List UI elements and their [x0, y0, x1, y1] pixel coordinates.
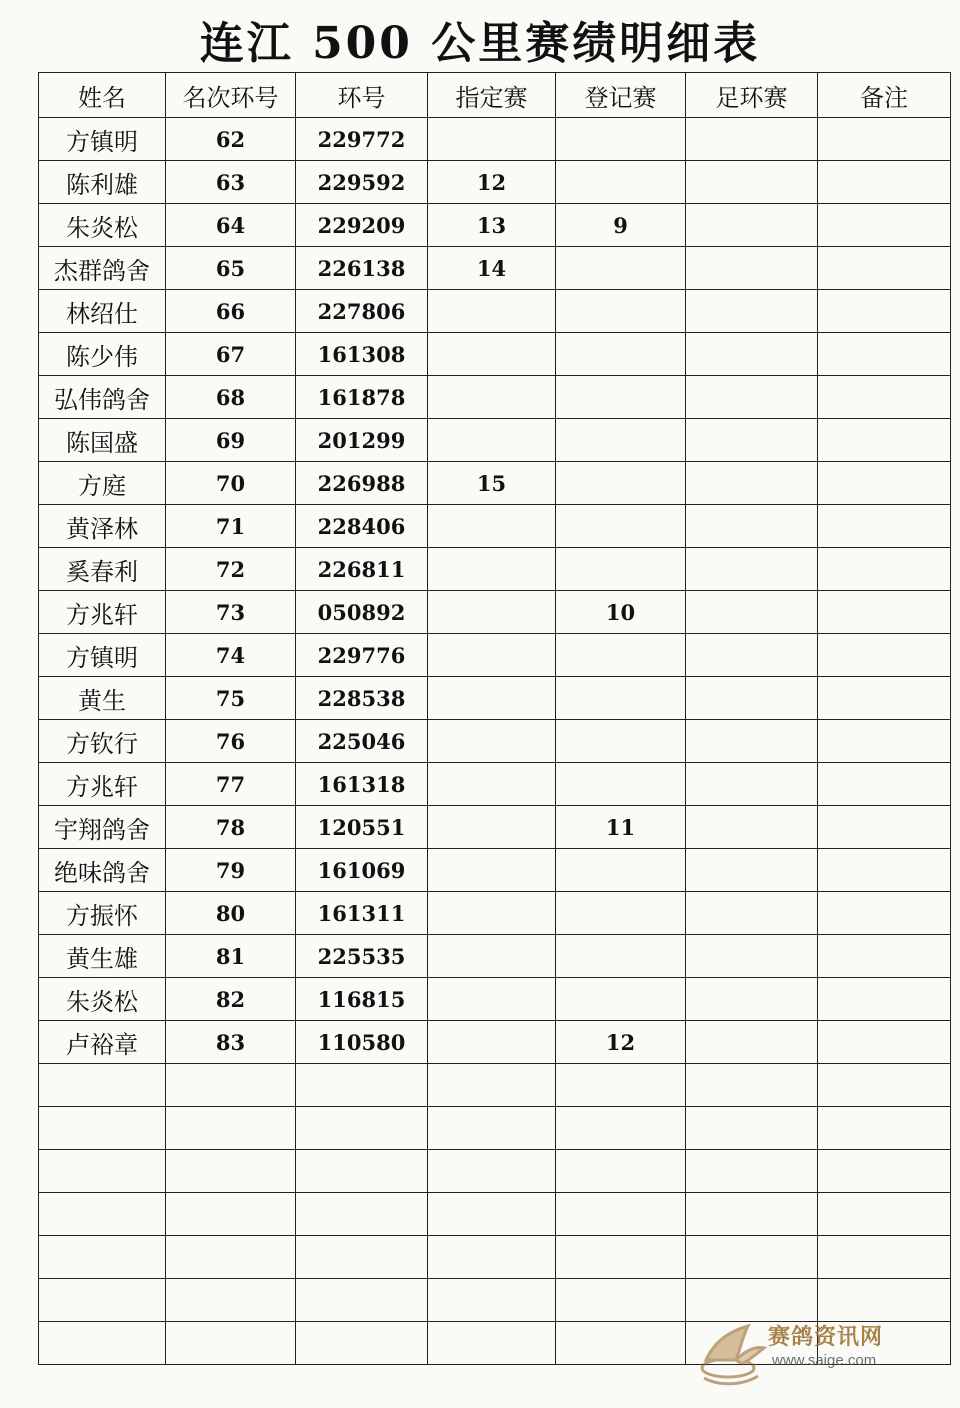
cell-rank: 82	[166, 978, 296, 1021]
cell-ring: 161311	[296, 892, 428, 935]
cell-name: 陈国盛	[39, 419, 166, 462]
cell-ring	[296, 1322, 428, 1365]
cell-foot-ring	[686, 935, 818, 978]
header-remark: 备注	[818, 73, 951, 118]
cell-rank: 79	[166, 849, 296, 892]
cell-name: 宇翔鸽舍	[39, 806, 166, 849]
cell-remark	[818, 720, 951, 763]
cell-remark	[818, 548, 951, 591]
cell-foot-ring	[686, 333, 818, 376]
cell-remark	[818, 1021, 951, 1064]
header-ring: 环号	[296, 73, 428, 118]
watermark-name: 赛鸽资讯网	[768, 1325, 884, 1350]
cell-ring: 228406	[296, 505, 428, 548]
cell-foot-ring	[686, 634, 818, 677]
table-row	[39, 1021, 951, 1064]
cell-remark	[818, 849, 951, 892]
pigeon-logo-icon	[696, 1320, 768, 1390]
cell-registered	[556, 892, 686, 935]
table-row	[39, 204, 951, 247]
cell-registered	[556, 505, 686, 548]
cell-registered	[556, 118, 686, 161]
cell-ring: 229772	[296, 118, 428, 161]
cell-rank	[166, 1279, 296, 1322]
cell-designated	[428, 935, 556, 978]
cell-rank: 66	[166, 290, 296, 333]
cell-name: 黄生	[39, 677, 166, 720]
cell-name: 陈利雄	[39, 161, 166, 204]
cell-foot-ring	[686, 161, 818, 204]
cell-name: 方兆轩	[39, 763, 166, 806]
cell-name: 朱炎松	[39, 204, 166, 247]
cell-foot-ring	[686, 376, 818, 419]
cell-registered	[556, 290, 686, 333]
table-row	[39, 290, 951, 333]
cell-designated	[428, 376, 556, 419]
cell-name: 黄泽林	[39, 505, 166, 548]
table-row	[39, 1150, 951, 1193]
cell-ring: 228538	[296, 677, 428, 720]
cell-registered	[556, 677, 686, 720]
cell-ring: 120551	[296, 806, 428, 849]
table-row	[39, 1236, 951, 1279]
cell-designated	[428, 892, 556, 935]
table-row	[39, 247, 951, 290]
cell-ring: 050892	[296, 591, 428, 634]
cell-foot-ring	[686, 118, 818, 161]
cell-rank	[166, 1193, 296, 1236]
cell-name: 卢裕章	[39, 1021, 166, 1064]
cell-designated	[428, 849, 556, 892]
watermark	[696, 1314, 916, 1394]
cell-designated	[428, 763, 556, 806]
cell-designated	[428, 1107, 556, 1150]
table-row	[39, 849, 951, 892]
cell-rank: 76	[166, 720, 296, 763]
cell-name	[39, 1279, 166, 1322]
cell-designated	[428, 1064, 556, 1107]
cell-rank: 70	[166, 462, 296, 505]
cell-remark	[818, 1064, 951, 1107]
cell-rank: 83	[166, 1021, 296, 1064]
cell-rank	[166, 1322, 296, 1365]
table-row	[39, 1064, 951, 1107]
cell-designated	[428, 1193, 556, 1236]
cell-remark	[818, 505, 951, 548]
table-row	[39, 591, 951, 634]
cell-ring	[296, 1193, 428, 1236]
cell-rank	[166, 1150, 296, 1193]
cell-remark	[818, 978, 951, 1021]
table-row	[39, 720, 951, 763]
cell-registered	[556, 1236, 686, 1279]
cell-registered	[556, 161, 686, 204]
cell-ring: 229776	[296, 634, 428, 677]
cell-name	[39, 1150, 166, 1193]
cell-remark	[818, 763, 951, 806]
table-row	[39, 548, 951, 591]
cell-remark	[818, 634, 951, 677]
cell-designated	[428, 720, 556, 763]
cell-name: 林绍仕	[39, 290, 166, 333]
cell-rank: 62	[166, 118, 296, 161]
table-row	[39, 333, 951, 376]
results-table	[38, 72, 951, 1365]
table-row	[39, 634, 951, 677]
cell-designated	[428, 1322, 556, 1365]
header-rank: 名次环号	[166, 73, 296, 118]
cell-designated	[428, 806, 556, 849]
cell-designated	[428, 1021, 556, 1064]
cell-designated	[428, 290, 556, 333]
cell-registered	[556, 376, 686, 419]
cell-foot-ring	[686, 591, 818, 634]
cell-registered: 10	[556, 591, 686, 634]
cell-remark	[818, 806, 951, 849]
cell-remark	[818, 1236, 951, 1279]
cell-rank	[166, 1236, 296, 1279]
cell-foot-ring	[686, 1021, 818, 1064]
cell-remark	[818, 247, 951, 290]
cell-name: 奚春利	[39, 548, 166, 591]
cell-ring: 225046	[296, 720, 428, 763]
cell-registered	[556, 1150, 686, 1193]
cell-designated	[428, 1150, 556, 1193]
cell-ring: 110580	[296, 1021, 428, 1064]
cell-name: 弘伟鸽舍	[39, 376, 166, 419]
table-row	[39, 978, 951, 1021]
cell-rank: 68	[166, 376, 296, 419]
cell-ring: 229209	[296, 204, 428, 247]
cell-name: 黄生雄	[39, 935, 166, 978]
cell-rank	[166, 1107, 296, 1150]
cell-registered	[556, 935, 686, 978]
cell-foot-ring	[686, 892, 818, 935]
cell-name: 杰群鸽舍	[39, 247, 166, 290]
cell-name	[39, 1064, 166, 1107]
cell-foot-ring	[686, 677, 818, 720]
cell-name: 方镇明	[39, 118, 166, 161]
cell-registered	[556, 1193, 686, 1236]
cell-registered	[556, 720, 686, 763]
cell-remark	[818, 290, 951, 333]
cell-foot-ring	[686, 763, 818, 806]
cell-ring	[296, 1107, 428, 1150]
cell-designated	[428, 505, 556, 548]
table-row	[39, 462, 951, 505]
cell-remark	[818, 1193, 951, 1236]
cell-foot-ring	[686, 505, 818, 548]
table-row	[39, 1193, 951, 1236]
cell-designated	[428, 419, 556, 462]
cell-remark	[818, 204, 951, 247]
cell-designated	[428, 978, 556, 1021]
cell-rank	[166, 1064, 296, 1107]
table-row	[39, 935, 951, 978]
cell-name	[39, 1107, 166, 1150]
cell-name	[39, 1322, 166, 1365]
cell-ring: 201299	[296, 419, 428, 462]
cell-ring: 225535	[296, 935, 428, 978]
table-body	[39, 118, 951, 1365]
cell-designated	[428, 591, 556, 634]
cell-rank: 67	[166, 333, 296, 376]
table-row	[39, 806, 951, 849]
cell-registered	[556, 634, 686, 677]
cell-foot-ring	[686, 1107, 818, 1150]
cell-ring: 226138	[296, 247, 428, 290]
cell-registered	[556, 1107, 686, 1150]
cell-designated	[428, 333, 556, 376]
cell-designated	[428, 1236, 556, 1279]
cell-registered	[556, 849, 686, 892]
cell-remark	[818, 1150, 951, 1193]
cell-name: 方钦行	[39, 720, 166, 763]
cell-ring: 116815	[296, 978, 428, 1021]
cell-rank: 78	[166, 806, 296, 849]
cell-foot-ring	[686, 548, 818, 591]
table-row	[39, 505, 951, 548]
cell-foot-ring	[686, 720, 818, 763]
cell-ring: 229592	[296, 161, 428, 204]
cell-designated	[428, 634, 556, 677]
cell-name: 陈少伟	[39, 333, 166, 376]
cell-rank: 69	[166, 419, 296, 462]
cell-registered	[556, 1064, 686, 1107]
cell-foot-ring	[686, 1236, 818, 1279]
cell-remark	[818, 677, 951, 720]
cell-name: 绝味鸽舍	[39, 849, 166, 892]
header-registered: 登记赛	[556, 73, 686, 118]
cell-ring	[296, 1150, 428, 1193]
cell-foot-ring	[686, 806, 818, 849]
cell-ring: 226988	[296, 462, 428, 505]
cell-foot-ring	[686, 204, 818, 247]
cell-ring: 161318	[296, 763, 428, 806]
cell-rank: 77	[166, 763, 296, 806]
cell-foot-ring	[686, 290, 818, 333]
cell-foot-ring	[686, 1150, 818, 1193]
header-designated: 指定赛	[428, 73, 556, 118]
table-row	[39, 419, 951, 462]
cell-remark	[818, 376, 951, 419]
cell-rank: 75	[166, 677, 296, 720]
table-row	[39, 376, 951, 419]
cell-foot-ring	[686, 247, 818, 290]
cell-rank: 74	[166, 634, 296, 677]
cell-foot-ring	[686, 849, 818, 892]
table-row	[39, 763, 951, 806]
cell-designated	[428, 118, 556, 161]
cell-remark	[818, 161, 951, 204]
cell-designated	[428, 1279, 556, 1322]
cell-registered	[556, 548, 686, 591]
cell-rank: 80	[166, 892, 296, 935]
cell-foot-ring	[686, 462, 818, 505]
cell-remark	[818, 892, 951, 935]
cell-ring: 161308	[296, 333, 428, 376]
cell-ring	[296, 1279, 428, 1322]
cell-registered: 12	[556, 1021, 686, 1064]
cell-designated	[428, 677, 556, 720]
cell-registered	[556, 419, 686, 462]
cell-name	[39, 1236, 166, 1279]
cell-remark	[818, 333, 951, 376]
cell-designated: 12	[428, 161, 556, 204]
cell-remark	[818, 419, 951, 462]
cell-rank: 73	[166, 591, 296, 634]
cell-rank: 71	[166, 505, 296, 548]
cell-foot-ring	[686, 419, 818, 462]
cell-name: 方镇明	[39, 634, 166, 677]
cell-remark	[818, 462, 951, 505]
cell-ring: 226811	[296, 548, 428, 591]
page-title: 连江 500 公里赛绩明细表	[199, 18, 761, 69]
cell-designated: 14	[428, 247, 556, 290]
cell-name: 方兆轩	[39, 591, 166, 634]
cell-registered	[556, 763, 686, 806]
cell-remark	[818, 591, 951, 634]
header-foot-ring: 足环赛	[686, 73, 818, 118]
cell-remark	[818, 935, 951, 978]
cell-ring: 161878	[296, 376, 428, 419]
cell-name: 方庭	[39, 462, 166, 505]
cell-registered	[556, 333, 686, 376]
table-row	[39, 161, 951, 204]
cell-foot-ring	[686, 1064, 818, 1107]
cell-foot-ring	[686, 978, 818, 1021]
cell-designated: 13	[428, 204, 556, 247]
cell-designated	[428, 548, 556, 591]
cell-registered	[556, 1322, 686, 1365]
cell-ring	[296, 1236, 428, 1279]
cell-registered	[556, 247, 686, 290]
header-row	[39, 73, 951, 118]
cell-rank: 63	[166, 161, 296, 204]
cell-name: 朱炎松	[39, 978, 166, 1021]
table-row	[39, 1107, 951, 1150]
cell-registered	[556, 978, 686, 1021]
cell-registered	[556, 1279, 686, 1322]
cell-remark	[818, 1107, 951, 1150]
cell-foot-ring	[686, 1193, 818, 1236]
cell-name	[39, 1193, 166, 1236]
cell-ring: 227806	[296, 290, 428, 333]
cell-rank: 65	[166, 247, 296, 290]
watermark-url: www.saige.com	[772, 1352, 877, 1369]
cell-name: 方振怀	[39, 892, 166, 935]
cell-designated: 15	[428, 462, 556, 505]
cell-rank: 64	[166, 204, 296, 247]
table-row	[39, 677, 951, 720]
cell-registered: 9	[556, 204, 686, 247]
cell-ring	[296, 1064, 428, 1107]
cell-rank: 81	[166, 935, 296, 978]
table-row	[39, 118, 951, 161]
header-name: 姓名	[39, 73, 166, 118]
cell-registered: 11	[556, 806, 686, 849]
cell-ring: 161069	[296, 849, 428, 892]
table-row	[39, 892, 951, 935]
cell-registered	[556, 462, 686, 505]
cell-remark	[818, 118, 951, 161]
cell-rank: 72	[166, 548, 296, 591]
